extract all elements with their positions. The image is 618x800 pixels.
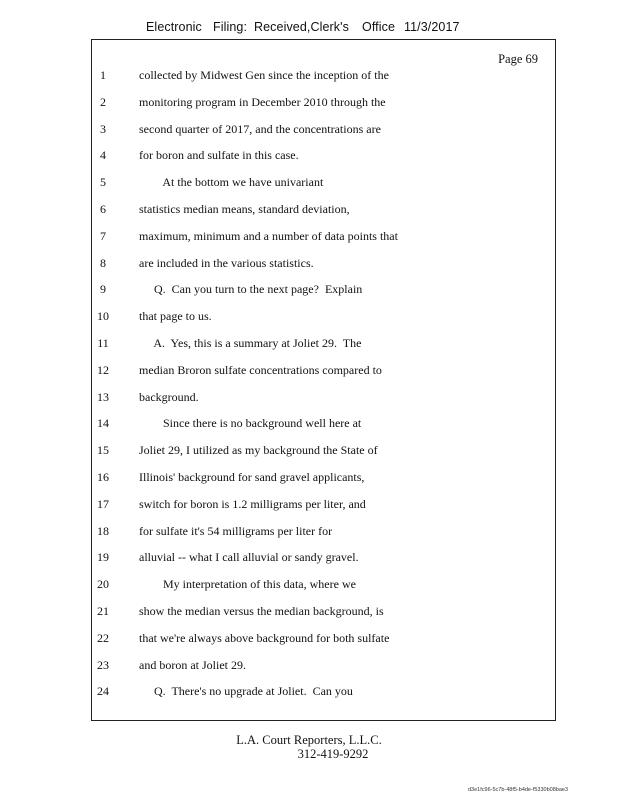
line-number: 17 bbox=[97, 496, 109, 511]
line-number: 8 bbox=[100, 255, 106, 270]
line-text: alluvial -- what I call alluvial or sandy gravel. bbox=[139, 550, 359, 565]
filing-header-word: Received,Clerk's bbox=[254, 20, 349, 34]
filing-header-word: Electronic bbox=[146, 20, 202, 34]
line-text: My interpretation of this data, where we bbox=[139, 577, 356, 592]
transcript-line bbox=[0, 390, 618, 417]
line-number: 23 bbox=[97, 657, 109, 672]
line-text: maximum, minimum and a number of data points that bbox=[139, 228, 398, 243]
line-text: Illinois' background for sand gravel applicants, bbox=[139, 470, 365, 484]
transcript-line bbox=[0, 309, 618, 336]
line-text: and boron at Joliet 29. bbox=[139, 657, 246, 672]
line-text: switch for boron is 1.2 milligrams per liter, and bbox=[139, 496, 366, 511]
line-number: 7 bbox=[100, 228, 106, 243]
line-number: 5 bbox=[100, 175, 106, 190]
line-number: 14 bbox=[97, 416, 109, 431]
transcript-line bbox=[0, 336, 618, 363]
line-number: 3 bbox=[100, 121, 106, 136]
line-text: background. bbox=[139, 389, 199, 404]
transcript-line bbox=[0, 282, 618, 309]
footer-phone: 312-419-9292 bbox=[297, 747, 369, 761]
line-text: are included in the various statistics. bbox=[139, 255, 314, 270]
line-number: 11 bbox=[97, 336, 109, 350]
filing-header bbox=[146, 20, 460, 34]
line-number: 6 bbox=[100, 202, 106, 216]
line-number: 24 bbox=[97, 684, 109, 699]
transcript-line bbox=[0, 229, 618, 256]
transcript-line bbox=[0, 658, 618, 685]
line-text: A. Yes, this is a summary at Joliet 29. The bbox=[139, 336, 362, 350]
transcript-line bbox=[0, 416, 618, 443]
page-number: Page 69 bbox=[498, 52, 538, 66]
transcript-line bbox=[0, 363, 618, 390]
line-text: for sulfate it's 54 milligrams per liter for bbox=[139, 523, 333, 538]
document-hash: d3e1fc96-5c7b-48f5-b4de-f5330b08bae3 bbox=[468, 787, 568, 793]
line-number: 20 bbox=[97, 577, 109, 592]
line-text: Q. There's no upgrade at Joliet. Can you bbox=[139, 684, 353, 699]
filing-header-word: Filing: bbox=[213, 20, 248, 34]
transcript-line bbox=[0, 122, 618, 149]
line-text: monitoring program in December 2010 through the bbox=[139, 94, 386, 109]
line-text: statistics median means, standard deviation, bbox=[139, 202, 350, 216]
line-number: 10 bbox=[97, 309, 109, 324]
transcript-line bbox=[0, 148, 618, 175]
line-text: Joliet 29, I utilized as my background the State of bbox=[139, 443, 378, 458]
transcript-line bbox=[0, 470, 618, 497]
line-text: for boron and sulfate in this case. bbox=[139, 148, 299, 163]
line-number: 22 bbox=[97, 630, 109, 645]
line-text: that page to us. bbox=[139, 309, 212, 324]
transcript-line bbox=[0, 95, 618, 122]
line-number: 4 bbox=[100, 148, 106, 163]
transcript-line bbox=[0, 202, 618, 229]
transcript-line bbox=[0, 604, 618, 631]
line-number: 13 bbox=[97, 389, 109, 404]
line-number: 2 bbox=[100, 94, 106, 109]
filing-header-word: Office bbox=[362, 20, 396, 34]
line-text: second quarter of 2017, and the concentrations are bbox=[139, 121, 381, 136]
transcript-line bbox=[0, 443, 618, 470]
transcript-line bbox=[0, 175, 618, 202]
footer bbox=[0, 733, 618, 761]
transcript-line bbox=[0, 550, 618, 577]
line-number: 19 bbox=[97, 550, 109, 565]
line-number: 1 bbox=[100, 68, 106, 82]
line-text: Q. Can you turn to the next page? Explain bbox=[139, 282, 363, 297]
transcript-line bbox=[0, 497, 618, 524]
line-number: 12 bbox=[97, 362, 109, 377]
line-text: median Broron sulfate concentrations compared to bbox=[139, 362, 382, 377]
transcript-line bbox=[0, 256, 618, 283]
transcript-line bbox=[0, 68, 618, 95]
line-number: 16 bbox=[97, 470, 109, 484]
transcript-line bbox=[0, 577, 618, 604]
filing-header-date: 11/3/2017 bbox=[404, 20, 460, 34]
line-number: 18 bbox=[97, 523, 109, 538]
line-number: 21 bbox=[97, 604, 109, 618]
footer-company: L.A. Court Reporters, L.L.C. bbox=[236, 733, 382, 747]
transcript-line bbox=[0, 631, 618, 658]
transcript-line bbox=[0, 524, 618, 551]
line-text: Since there is no background well here at bbox=[139, 416, 362, 431]
line-text: show the median versus the median background, is bbox=[139, 604, 384, 618]
line-text: collected by Midwest Gen since the inception of the bbox=[139, 68, 389, 82]
line-text: At the bottom we have univariant bbox=[139, 175, 324, 190]
line-number: 9 bbox=[100, 282, 106, 297]
line-number: 15 bbox=[97, 443, 109, 458]
line-text: that we're always above background for both sulfate bbox=[139, 630, 390, 645]
transcript-line bbox=[0, 684, 618, 711]
